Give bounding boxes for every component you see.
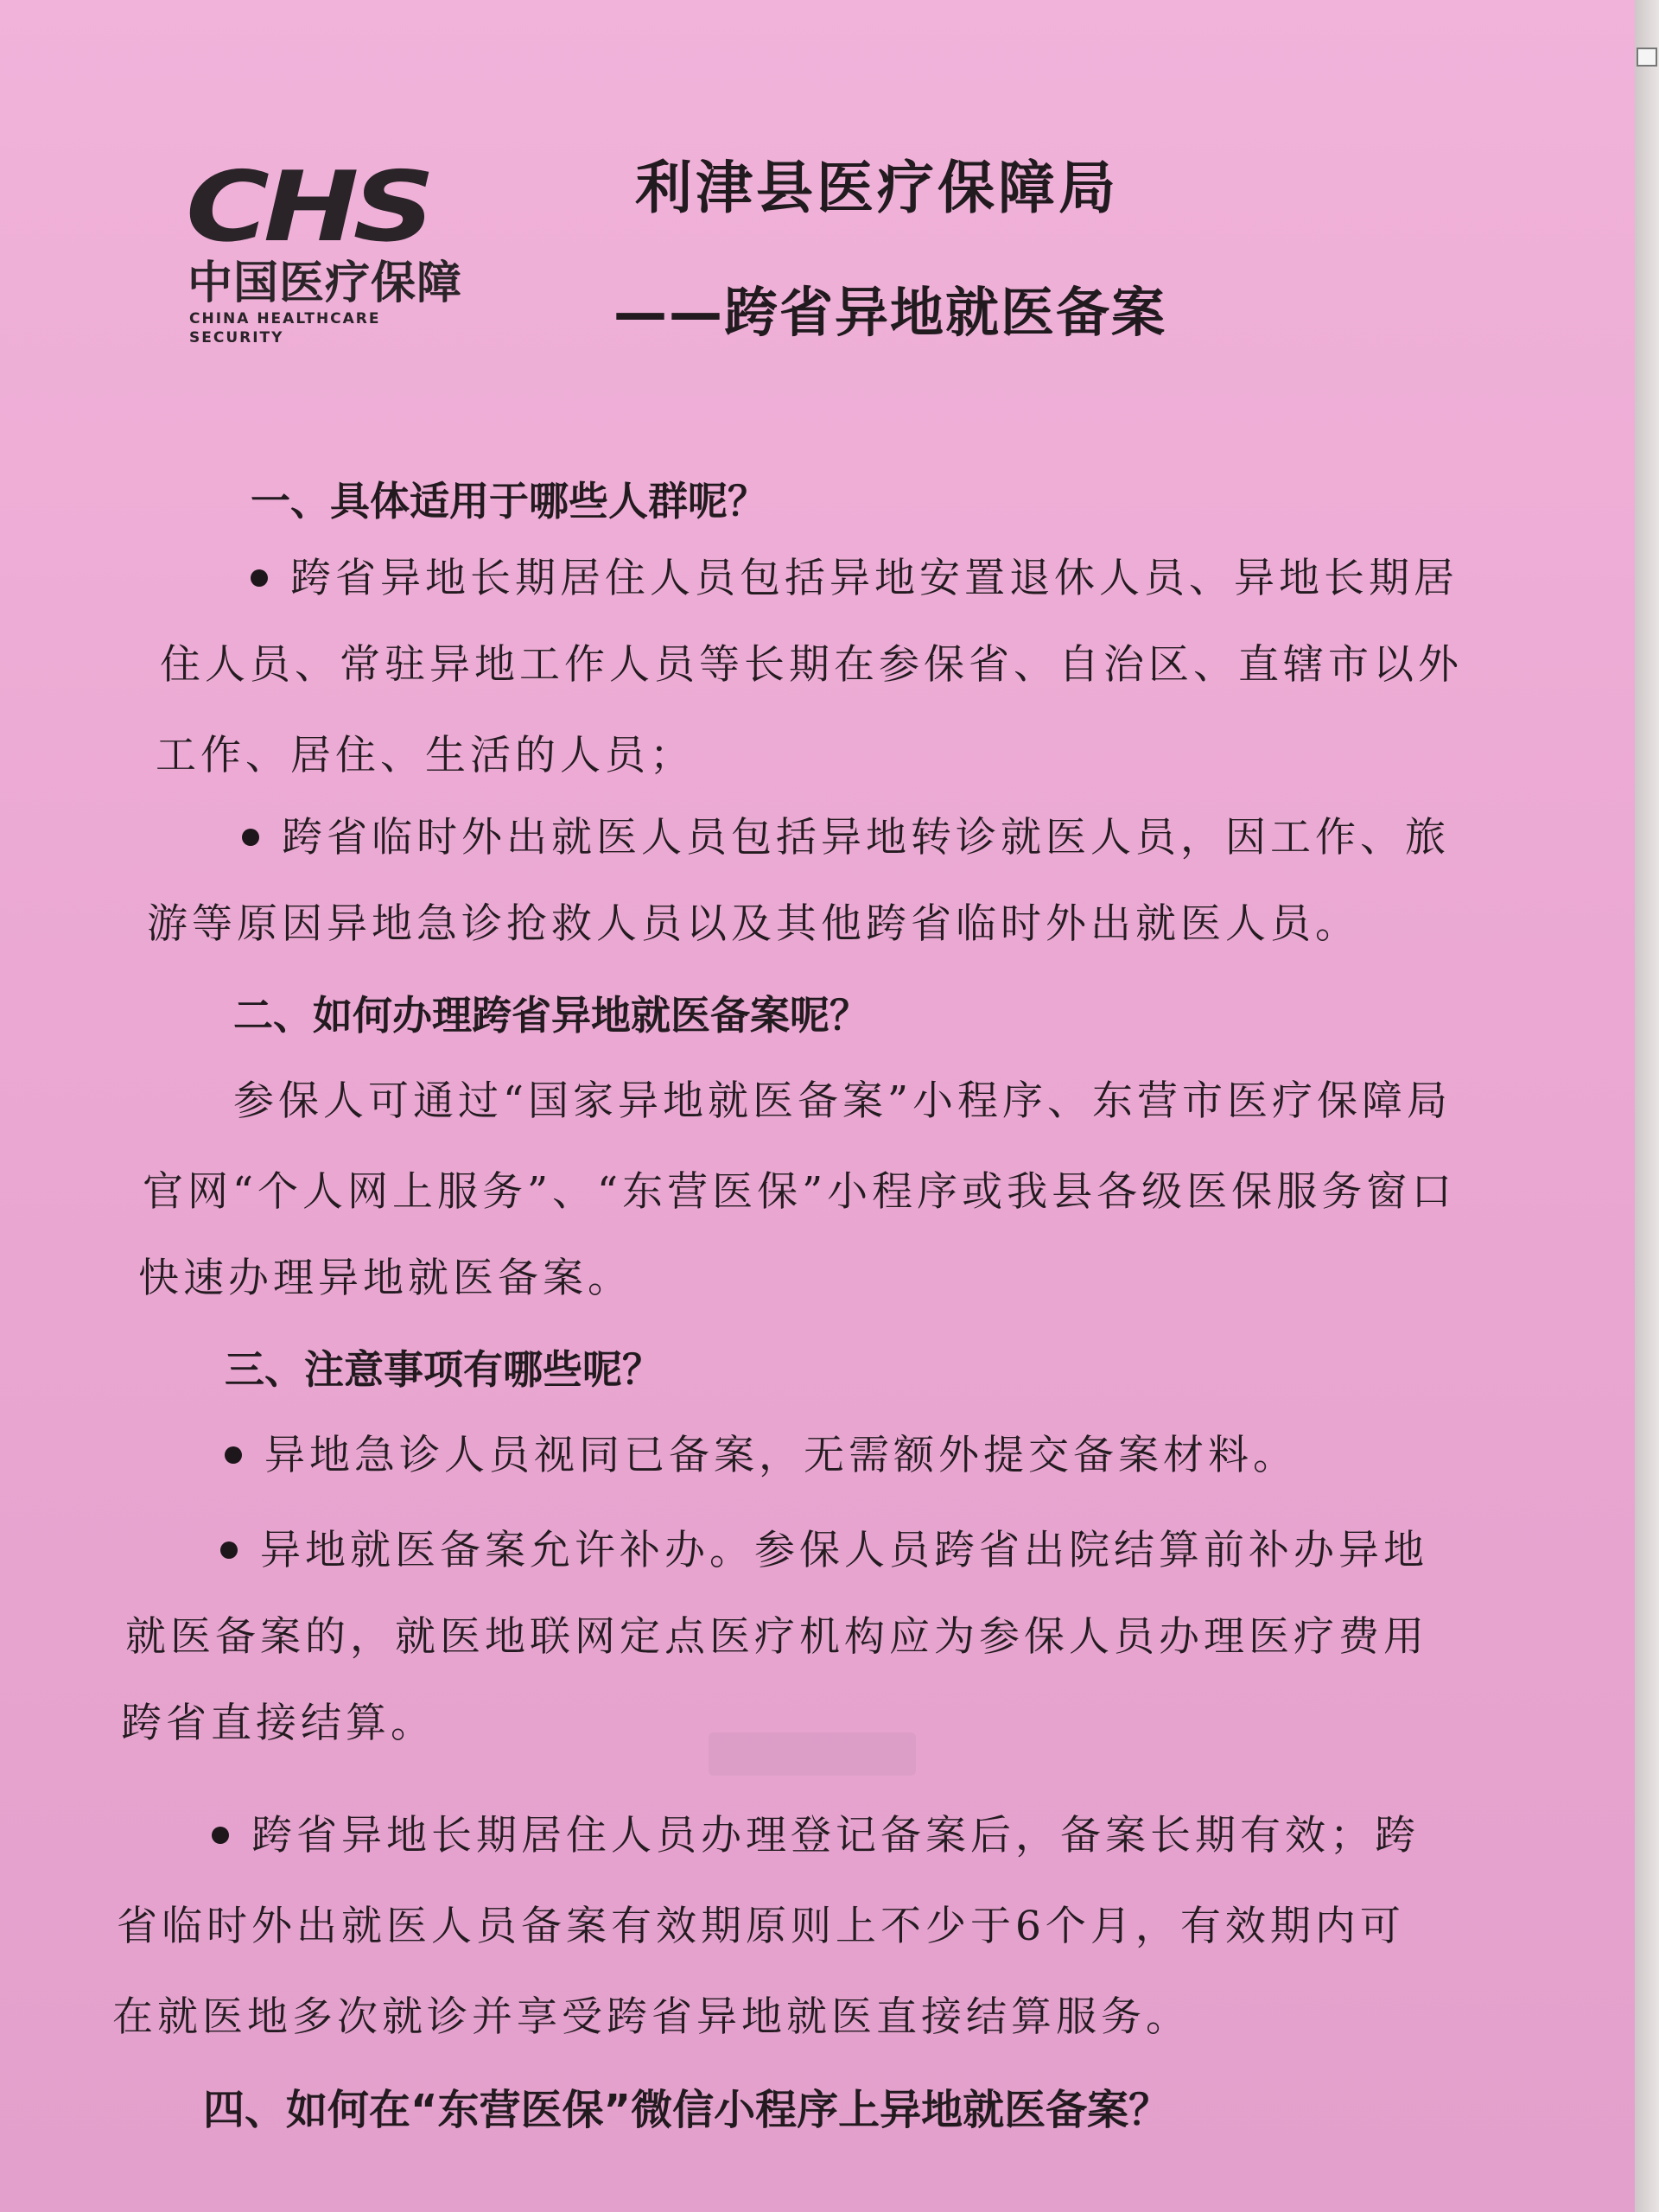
paragraph-line: 工作、居住、生活的人员；: [156, 732, 695, 779]
paragraph-line: 省临时外出就医人员备案有效期原则上不少于6个月，有效期内可: [117, 1903, 1405, 1950]
paragraph-line: 游等原因异地急诊抢救人员以及其他跨省临时外出就医人员。: [147, 900, 1360, 948]
chs-logo: [186, 151, 480, 346]
paragraph-line: 跨省异地长期居住人员包括异地安置退休人员、异地长期居: [251, 553, 1459, 605]
bullet-icon: [225, 1446, 242, 1464]
paragraph-line: 跨省临时外出就医人员包括异地转诊就医人员，因工作、旅: [242, 812, 1450, 864]
paragraph-line: 异地就医备案允许补办。参保人员跨省出院结算前补办异地: [220, 1525, 1428, 1577]
section-heading-3: 三、注意事项有哪些呢？: [225, 1346, 662, 1393]
paragraph-line: 在就医地多次就诊并享受跨省异地就医直接结算服务。: [112, 1993, 1191, 2041]
paragraph-line: 快速办理异地就医备案。: [138, 1255, 632, 1302]
section-heading-4: 四、如何在“东营医保”微信小程序上异地就医备案？: [203, 2086, 1171, 2134]
paragraph-line: 异地急诊人员视同已备案，无需额外提交备案材料。: [225, 1430, 1298, 1482]
faint-stamp: [709, 1732, 916, 1776]
document-title: 利津县医疗保障局: [635, 155, 1119, 221]
paragraph-line: 跨省异地长期居住人员办理登记备案后，备案长期有效；跨: [212, 1810, 1420, 1862]
page-edge: [1635, 0, 1659, 2212]
paragraph-line: 跨省直接结算。: [121, 1700, 435, 1747]
logo-letters: CHS: [186, 151, 429, 264]
document-subtitle: ——跨省异地就医备案: [613, 281, 1167, 344]
paragraph-line: 官网“个人网上服务”、“东营医保”小程序或我县各级医保服务窗口: [143, 1168, 1457, 1216]
logo-name-cn: 中国医疗保障: [188, 257, 463, 309]
paragraph-line: 就医备案的，就医地联网定点医疗机构应为参保人员办理医疗费用: [125, 1613, 1428, 1661]
paragraph-line: 住人员、常驻异地工作人员等长期在参保省、自治区、直辖市以外: [160, 641, 1463, 689]
bullet-icon: [220, 1541, 238, 1559]
paragraph-line: 参保人可通过“国家异地就医备案”小程序、东营市医疗保障局: [233, 1077, 1452, 1125]
bullet-icon: [242, 829, 259, 846]
corner-mark: [1637, 48, 1657, 67]
bullet-icon: [212, 1827, 229, 1844]
section-heading-1: 一、具体适用于哪些人群呢？: [251, 478, 767, 524]
logo-name-en: CHINA HEALTHCARE SECURITY: [189, 310, 381, 346]
bullet-icon: [251, 569, 268, 587]
section-heading-2: 二、如何办理跨省异地就医备案呢？: [233, 992, 869, 1039]
